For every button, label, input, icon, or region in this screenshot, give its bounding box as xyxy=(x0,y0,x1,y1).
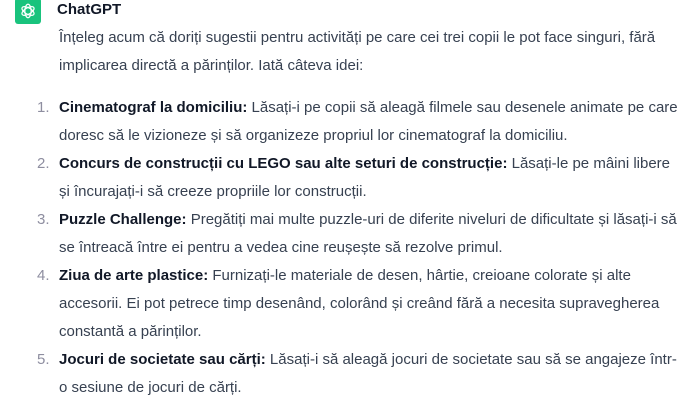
list-item xyxy=(37,94,684,150)
list-item-number: 2. xyxy=(37,155,50,172)
list-item-term: Ziua de arte plastice: xyxy=(59,267,209,284)
list-item-number: 1. xyxy=(37,99,50,116)
list-item-term: Puzzle Challenge: xyxy=(59,211,187,228)
openai-logo-icon xyxy=(19,2,37,20)
list-item-text: Lăsați-i pe copii să aleagă filmele sau desenele animate pe care doresc să le vizioneze și să organizeze propriul lor cinematograf la domiciliu. xyxy=(59,99,678,144)
message-author: ChatGPT xyxy=(57,1,122,18)
list-item-text: Pregătiți mai multe puzzle-uri de diferite niveluri de dificultate și lăsați-i să se întreacă între ei pentru a vedea cine reușește să rezolve primul. xyxy=(59,211,677,256)
list-item-text: Lăsați-le pe mâini libere și încurajați-i să creeze propriile lor construcții. xyxy=(59,155,671,200)
assistant-avatar xyxy=(15,0,41,24)
list-item xyxy=(37,262,684,346)
list-item-number: 3. xyxy=(37,211,50,228)
list-item-text: Lăsați-i să aleagă jocuri de societate sau să se angajeze într-o sesiune de jocuri de cărți. xyxy=(59,351,677,396)
list-item-term: Concurs de construcții cu LEGO sau alte seturi de construcție: xyxy=(59,155,508,172)
list-item-term: Jocuri de societate sau cărți: xyxy=(59,351,266,368)
list-item xyxy=(37,346,684,402)
list-item-term: Cinematograf la domiciliu: xyxy=(59,99,248,116)
list-item-number: 5. xyxy=(37,351,50,368)
list-item xyxy=(37,150,684,206)
list-item xyxy=(37,206,684,262)
list-item-text: Furnizați-le materiale de desen, hârtie, creioane colorate și alte accesorii. Ei pot petrece timp desenând, colorând și creând fără a necesita supravegherea constantă a părinților. xyxy=(59,267,660,340)
message-intro: Înțeleg acum că doriți sugestii pentru activități pe care cei trei copii le pot face singuri, fără implicarea directă a părinților. Iată câteva idei: xyxy=(59,29,656,74)
list-item-number: 4. xyxy=(37,267,50,284)
assistant-message xyxy=(37,24,684,402)
suggestion-list xyxy=(37,94,684,402)
